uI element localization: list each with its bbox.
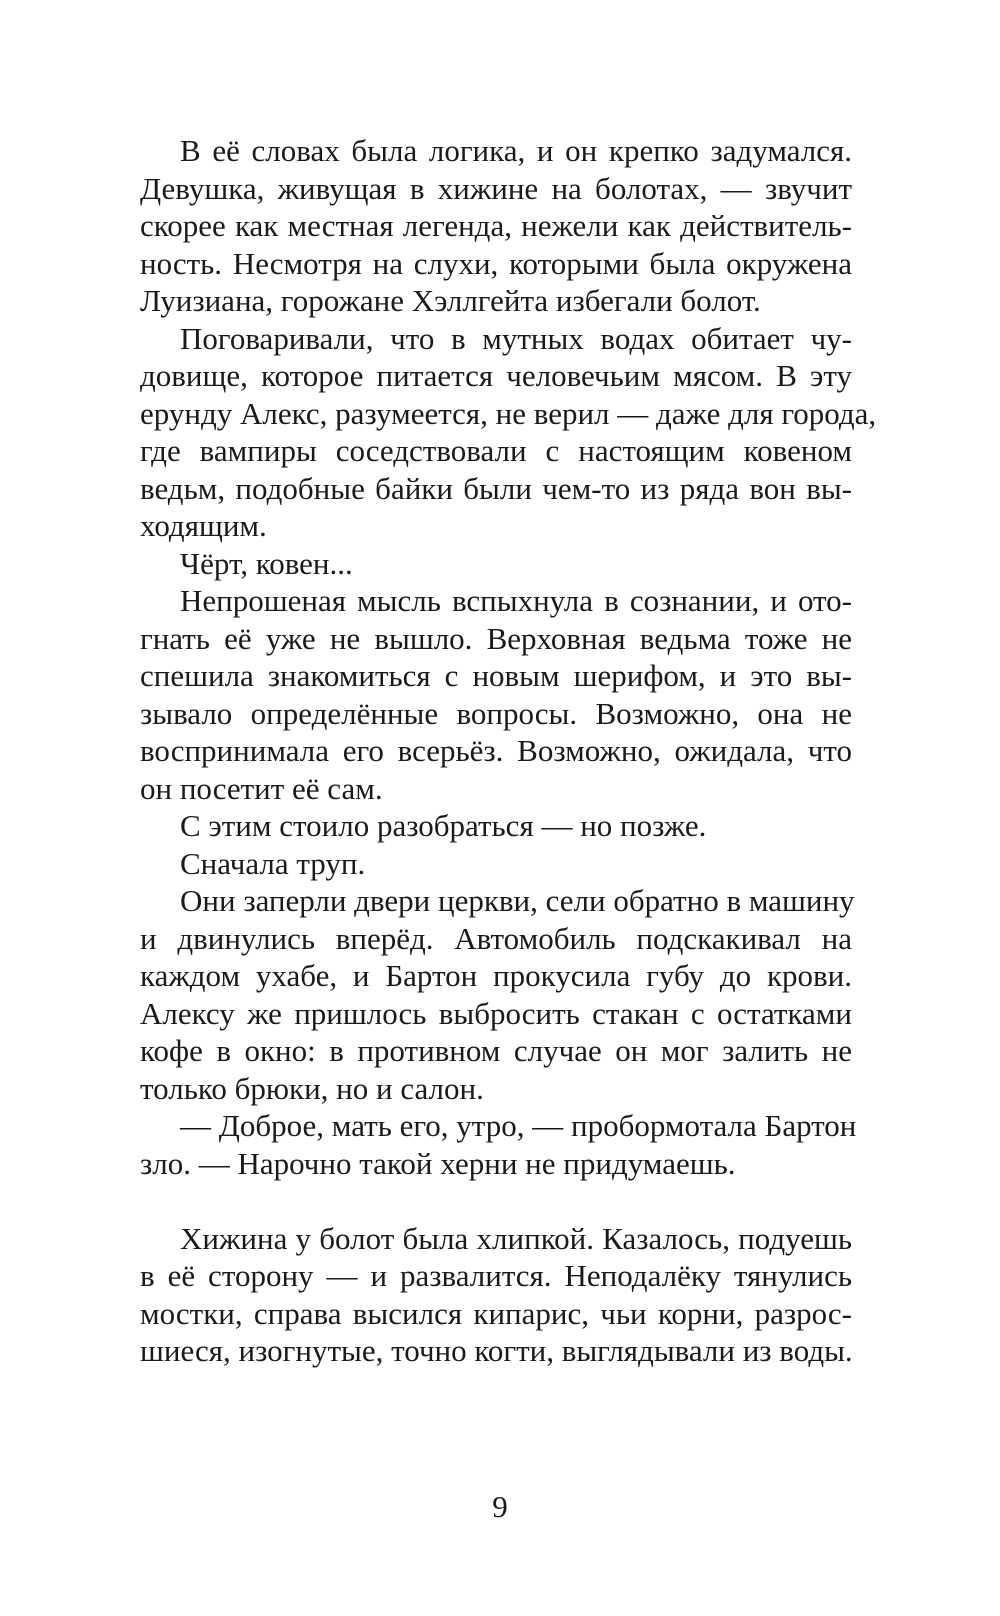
text-line: скорее как местная легенда, нежели как действитель- [140, 208, 852, 243]
text-line: каждом ухабе, и Бартон прокусила губу до крови. [140, 958, 852, 993]
section-break [140, 1182, 852, 1220]
text-line: зывало определённые вопросы. Возможно, она не [140, 695, 852, 731]
page-number: 9 [492, 1489, 508, 1524]
text-line: ность. Несмотря на слухи, которыми была окружена [140, 245, 852, 281]
text-line: Девушка, живущая в хижине на болотах, — звучит [140, 170, 852, 206]
text-line: В её словах была логика, и он крепко задумался. [180, 133, 852, 168]
text-line: ведьм, подобные байки были чем-то из ряда вон вы- [140, 470, 852, 506]
text-line: спешила знакомиться с новым шерифом, и это вы- [140, 658, 852, 693]
body-text [140, 132, 877, 1370]
text-line: Сначала труп. [180, 845, 366, 881]
text-line: Алексу же пришлось выбросить стакан с остатками [140, 995, 852, 1031]
text-line: Поговаривали, что в мутных водах обитает чу- [180, 320, 852, 356]
text-line: Луизиана, горожане Хэллгейта избегали болот. [140, 283, 761, 318]
text-line: гнать её уже не вышло. Верховная ведьма тоже не [140, 620, 852, 656]
text-line: воспринимала его всерьёз. Возможно, ожидала, что [140, 733, 852, 768]
text-line: Хижина у болот была хлипкой. Казалось, подуешь [180, 1220, 852, 1256]
text-line: ходящим. [140, 508, 267, 543]
text-line: и двинулись вперёд. Автомобиль подскакивал на [140, 920, 852, 956]
text-line: С этим стоило разобраться — но позже. [180, 808, 707, 843]
text-line: ерунду Алекс, разумеется, не верил — даже для города, [140, 395, 877, 431]
text-line: он посетит её сам. [140, 770, 383, 806]
text-line: довище, которое питается человечьим мясом. В эту [140, 358, 852, 393]
text-line: кофе в окно: в противном случае он мог залить не [140, 1033, 852, 1068]
text-line: мостки, справа высился кипарис, чьи корни, разрос- [140, 1295, 852, 1331]
text-line: только брюки, но и салон. [140, 1070, 484, 1106]
text-line: Непрошеная мысль вспыхнула в сознании, и ото- [180, 583, 852, 618]
text-line: где вампиры соседствовали с настоящим ковеном [140, 433, 852, 468]
text-line: зло. — Нарочно такой херни не придумаешь. [140, 1145, 736, 1181]
text-line: Чёрт, ковен... [180, 545, 353, 581]
text-line: шиеся, изогнутые, точно когти, выглядывали из воды. [140, 1333, 853, 1368]
text-line: в её сторону — и развалится. Неподалёку тянулись [140, 1258, 852, 1293]
text-line: — Доброе, мать его, утро, — пробормотала Бартон [180, 1108, 857, 1143]
text-line: Они заперли двери церкви, сели обратно в машину [180, 883, 855, 918]
